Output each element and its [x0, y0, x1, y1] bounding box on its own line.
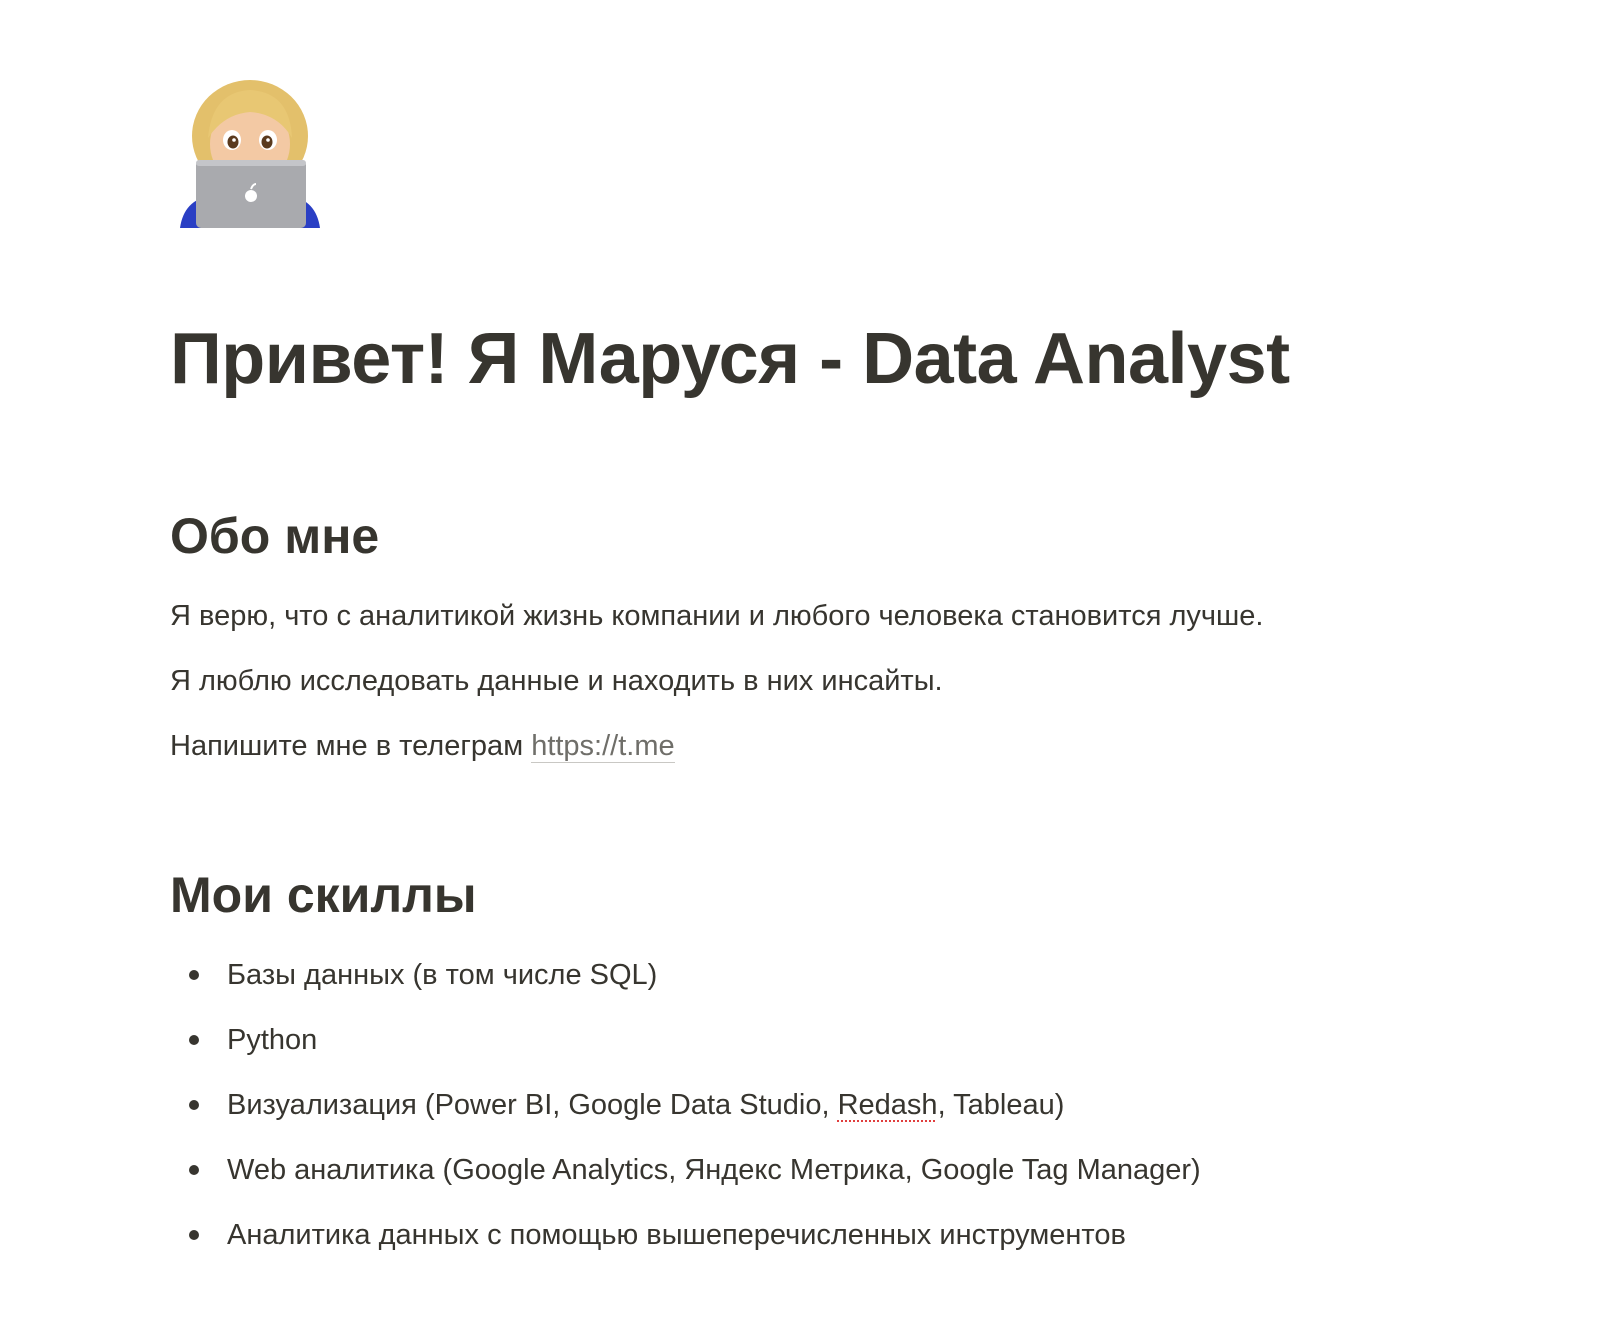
woman-technologist-icon[interactable] — [180, 78, 320, 228]
list-item-text: Python — [227, 1024, 318, 1056]
bullet-icon — [189, 970, 199, 980]
bullet-icon — [189, 1230, 199, 1240]
list-item-text: Аналитика данных с помощью вышеперечисленных инструментов — [227, 1219, 1126, 1251]
list-item[interactable] — [170, 955, 1201, 995]
spellcheck-word[interactable]: Redash — [837, 1089, 938, 1121]
list-item[interactable] — [170, 1085, 1201, 1125]
skills-list — [170, 955, 1201, 1255]
telegram-link[interactable]: https://t.me — [531, 730, 675, 762]
skills-heading[interactable]: Мои скиллы — [170, 867, 477, 923]
list-item-text: Базы данных (в том числе SQL) — [227, 959, 658, 991]
about-paragraph-1[interactable]: Я верю, что с аналитикой жизнь компании и любого человека становится лучше. — [170, 600, 1264, 632]
about-paragraph-2[interactable]: Я люблю исследовать данные и находить в них инсайты. — [170, 665, 943, 697]
bullet-icon — [189, 1035, 199, 1045]
skills-section — [170, 865, 1201, 1280]
bullet-icon — [189, 1165, 199, 1175]
list-item[interactable] — [170, 1150, 1201, 1190]
bullet-icon — [189, 1100, 199, 1110]
about-section — [170, 506, 1263, 766]
about-heading[interactable]: Обо мне — [170, 508, 380, 564]
list-item[interactable] — [170, 1020, 1201, 1060]
list-item-text: Web аналитика (Google Analytics, Яндекс Метрика, Google Tag Manager) — [227, 1154, 1201, 1186]
list-item-text-tail: , Tableau) — [937, 1089, 1065, 1121]
list-item[interactable] — [170, 1215, 1201, 1255]
telegram-prompt-text: Напишите мне в телеграм — [170, 730, 532, 762]
about-paragraph-3[interactable] — [170, 726, 1263, 766]
page-title[interactable]: Привет! Я Маруся - Data Analyst — [170, 319, 1290, 399]
list-item-text: Визуализация (Power BI, Google Data Studio, — [227, 1089, 838, 1121]
